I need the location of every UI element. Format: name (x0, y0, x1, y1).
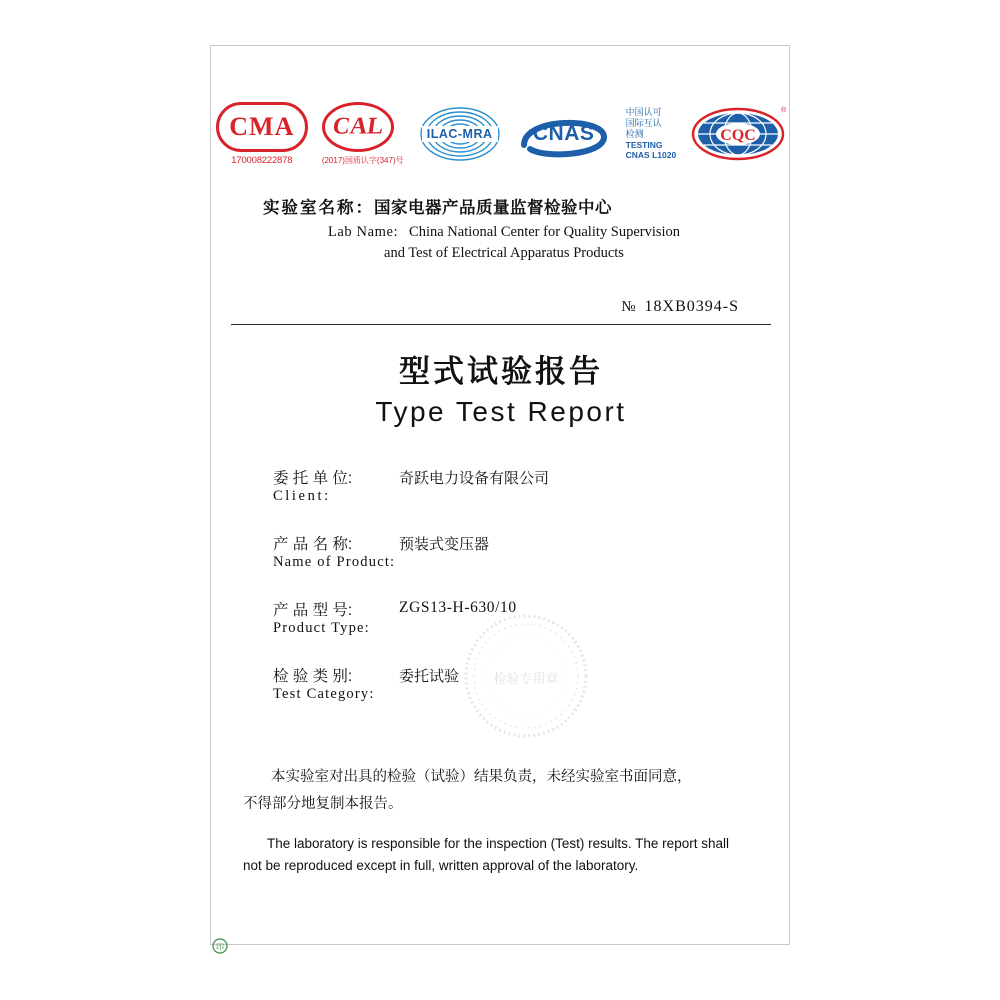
cnas-line-1: 中国认可 (625, 106, 662, 117)
ilac-mra-logo (418, 105, 502, 163)
field-product-name (273, 532, 743, 580)
svg-text:印: 印 (216, 942, 224, 952)
field-test-category-label-cn: 检 验 类 别: (273, 668, 353, 685)
field-test-category-value: 委托试验 (399, 668, 460, 685)
lab-name-cn-row (241, 194, 761, 218)
ilac-mra-text: ILAC-MRA (422, 126, 498, 142)
cnas-badge (516, 105, 612, 163)
report-number (621, 298, 739, 316)
report-page (210, 45, 790, 945)
cqc-logo (690, 105, 786, 163)
disclaimer-cn-line1: 本实验室对出具的检验（试验）结果负责，未经实验室书面同意， (271, 769, 692, 785)
field-product-type-label-cn: 产 品 型 号: (273, 602, 353, 619)
field-test-category (273, 664, 743, 712)
lab-name-label-en: Lab Name: (327, 224, 399, 240)
field-product-name-label-cn: 产 品 名 称: (273, 536, 353, 553)
cal-certificate-number: (2017)国质认字(347)号 (321, 155, 404, 165)
header-divider (231, 324, 771, 325)
cma-certificate-number: 170008222878 (231, 154, 293, 166)
lab-name-block (241, 194, 761, 264)
cqc-registered-symbol: ® (781, 106, 787, 114)
disclaimer-en (243, 833, 763, 878)
field-test-category-label-en: Test Category: (273, 686, 375, 702)
cqc-globe-icon (690, 105, 786, 163)
page-title-cn: 型式试验报告 (399, 354, 603, 389)
certification-logo-strip (229, 91, 787, 176)
field-product-type-label-en: Product Type: (273, 620, 370, 636)
cnas-line-2: 国际互认 (625, 117, 662, 128)
cnas-line-5: CNAS L1020 (625, 149, 677, 160)
cnas-line-4: TESTING (625, 139, 663, 150)
disclaimer-en-line2: not be reproduced except in full, written approval of the laboratory. (243, 858, 639, 874)
seal-text: 检验专用章 (493, 671, 559, 686)
cnas-line-3: 检测 (625, 128, 644, 139)
cal-mark-text: CAL (330, 113, 386, 139)
field-client-label-cn: 委 托 单 位: (273, 470, 353, 487)
cal-badge-outline (322, 102, 394, 152)
disclaimer-en-line1: The laboratory is responsible for the inspection (Test) results. The report shall (267, 836, 729, 851)
lab-name-en-block (241, 222, 761, 264)
report-number-value: 18XB0394-S (644, 298, 739, 315)
report-fields (273, 466, 743, 730)
disclaimer-cn (243, 764, 759, 818)
field-client-value: 奇跃电力设备有限公司 (399, 470, 550, 487)
lab-name-value-cn: 国家电器产品质量监督检验中心 (374, 199, 612, 217)
disclaimer-cn-line2: 不得部分地复制本报告。 (243, 795, 403, 812)
lab-name-label-cn: 实验室名称： (263, 199, 374, 217)
field-client (273, 466, 743, 514)
field-product-type (273, 598, 743, 646)
lab-name-en-row1 (241, 222, 761, 243)
field-product-name-label-en: Name of Product: (273, 554, 396, 570)
lab-name-en-row2 (241, 243, 761, 264)
field-product-type-value: ZGS13-H-630/10 (399, 599, 517, 616)
lab-name-value-en-line2: and Test of Electrical Apparatus Products (384, 245, 624, 262)
cnas-logo (516, 105, 612, 163)
cma-badge-outline (216, 102, 308, 152)
page-title-en: Type Test Report (375, 396, 627, 427)
field-product-name-value: 预装式变压器 (399, 536, 490, 553)
cma-mark-text: CMA (229, 111, 295, 141)
cnas-mark-text: CNAS (532, 121, 595, 145)
ilac-mra-badge (418, 105, 502, 163)
lab-name-value-en-line1: China National Center for Quality Supervision (409, 224, 681, 240)
cma-logo (216, 102, 308, 166)
field-client-label-en: Client: (273, 488, 331, 504)
cal-logo (322, 102, 404, 166)
cqc-badge (690, 105, 786, 163)
cnas-accreditation-text (626, 107, 677, 161)
report-number-prefix: № (621, 299, 637, 315)
page-corner-mark-icon (212, 938, 228, 954)
svg-text:CQC: CQC (720, 126, 756, 144)
report-number-row (231, 298, 771, 330)
